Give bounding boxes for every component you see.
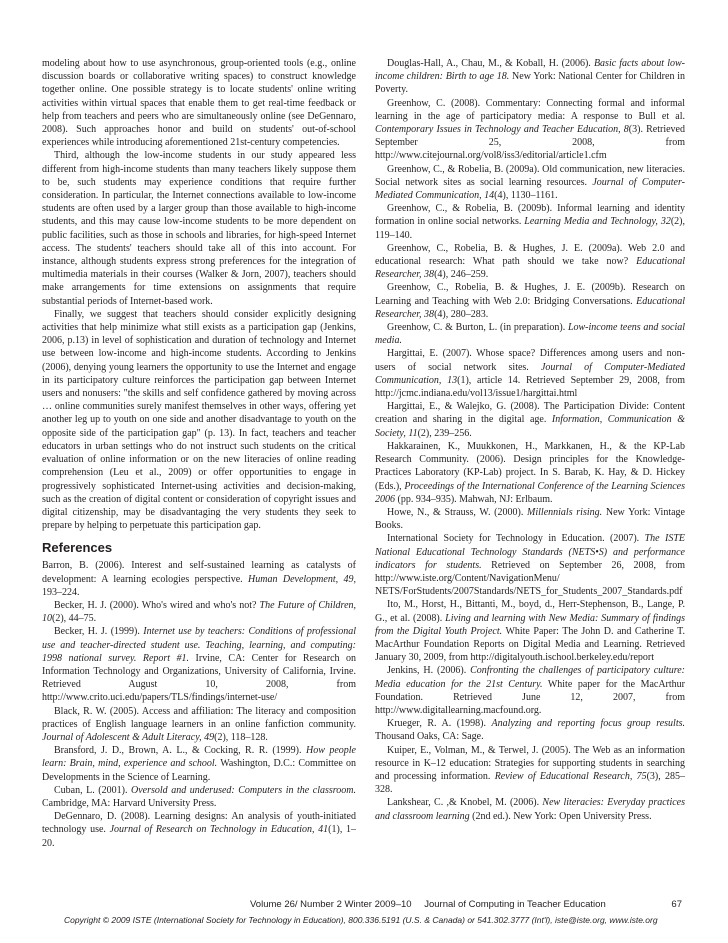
- reference-entry: Barron, B. (2006). Interest and self-sustained learning as catalysts of development: A learning ecologies perspective. Human Development, 49, 193–224.: [42, 560, 356, 598]
- reference-entry: Greenhow, C., & Robelia, B. (2009b). Informal learning and identity formation in online social networks. Learning Media and Technology, 32(2), 119–140.: [375, 203, 685, 241]
- reference-entry: Cuban, L. (2001). Oversold and underused: Computers in the classroom. Cambridge, MA: Harvard University Press.: [42, 784, 356, 809]
- reference-entry: Kuiper, E., Volman, M., & Terwel, J. (2005). The Web as an information resource in K–12 education: Strategies for supporting students in searching and processing information. Review of Educational Research, 75(3), 285–328.: [375, 744, 685, 796]
- body-paragraph: modeling about how to use asynchronous, group-oriented tools (e.g., online discussion boards or collaborative writing spaces) to construct knowledge together online. One possible strategy is to locate students' online writing activities within virtual spaces that enable them to get real-time feedback or help from teachers and peers who are simultaneously online (see DeGennaro, 2008). Such approaches honor and build on students' out-of-school experiences while introducing aforementioned 21st-century competencies.: [42, 58, 356, 149]
- reference-entry: Greenhow, C., & Robelia, B. (2009a). Old communication, new literacies. Social network sites as social learning resources. Journal of Computer-Mediated Communication, 14(4), 1130–1161.: [375, 163, 685, 202]
- references-list-left: [42, 559, 356, 849]
- reference-entry: International Society for Technology in Education. (2007). The ISTE National Educational Technology Standards (NETS•S) and performance indicators for students. Retrieved on September 26, 2008, from http://www.iste.org/Content/NavigationMenu/ NETS/ForStudents/2007Standards/NETS_for_Students_2007_Standards.pdf: [375, 533, 686, 598]
- reference-entry: Krueger, R. A. (1998). Analyzing and reporting focus group results. Thousand Oaks, CA: Sage.: [375, 718, 685, 743]
- reference-entry: Howe, N., & Strauss, W. (2000). Millennials rising. New York: Vintage Books.: [375, 506, 685, 532]
- reference-entry: Hargittai, E. (2007). Whose space? Differences among users and non-users of social network sites. Journal of Computer-Mediated Communication, 13(1), article 14. Retrieved September 29, 2008, from http://jcmc.indiana.edu/vol13/issue1/hargittai.html: [375, 348, 685, 400]
- journal-title: Journal of Computing in Teacher Education: [424, 899, 606, 910]
- body-paragraph: Finally, we suggest that teachers should consider explicitly designing activities that help minimize what still exists as a participation gap (Jenkins, 2006, p.13) in level of sophistication and duration of technology and Internet use between low-income and high-income students. According to Jenkins (2006), denying young learners the opportunity to use the Internet and engage in its participatory culture reinforces the participation gap between Internet users and nonusers: "the skills and self confidence gathered by moving across … online communities surely manifest themselves in other ways, offering yet another leg up to youth on one side and another disadvantage to youth on the opposite side of the participation gap" (p. 13). In fact, teachers and teacher educators in urban settings who do not instruct such students on the critical evaluation of online information or on the new literacies of online reading comprehension (Leu et al., 2009) or offer opportunities to engage in progressively sophisticated Internet-using activities and decision-making, such as the creation of digital content or consideration of copyright issues and digital citizenship, may be disadvantaging the very students they seek to prepare by helping to perpetuate this participation gap.: [42, 308, 356, 532]
- body-paragraph: Third, although the low-income students in our study appeared less different from high-income students than many teachers likely suppose them to be, such students may experience conditions that require further consideration. In particular, the Internet connections available to low-income students are often used by a larger group than those available to high-income students, and this may cause low-income students to be more dependent on public facilities, such as those in schools and libraries, for high-speed Internet access. The students' teachers should take all of this into account. For instance, although students express strong preferences for the integration of multimedia materials in their courses (Walker & Jorn, 2007), teachers should make arrangements for time extensions on assignments that require substantial periods of Internet-based work.: [42, 150, 356, 307]
- page-number: 67: [671, 899, 682, 910]
- reference-entry: Becker, H. J. (1999). Internet use by teachers: Conditions of professional use and teacher-directed student use. Teaching, learning, and computing: 1998 national survey. Report #1. Irvine, CA: Center for Research on Information Technology and Organizations, University of California, Irvine. Retrieved August 10, 2008, from http://www.crito.uci.edu/papers/TLS/findings/internet-use/: [42, 626, 356, 704]
- issue-info: Volume 26/ Number 2 Winter 2009–10: [250, 899, 412, 910]
- reference-entry: Douglas-Hall, A., Chau, M., & Koball, H. (2006). Basic facts about low-income children: Birth to age 18. New York: National Center for Children in Poverty.: [375, 58, 685, 96]
- reference-entry: Jenkins, H. (2006). Confronting the challenges of participatory culture: Media education for the 21st Century. White paper for the MacArthur Foundation. Retrieved June 12, 2007, from http://www.digitallearning.macfound.org.: [375, 665, 686, 716]
- reference-entry: Bransford, J. D., Brown, A. L., & Cocking, R. R. (1999). How people learn: Brain, mind, experience and school. Washington, D.C.: Committee on Developments in the Science of Learning.: [42, 745, 356, 783]
- reference-entry: Greenhow, C., Robelia, B. & Hughes, J. E. (2009b). Research on Learning and Teaching with Web 2.0: Bridging Conversations. Educational Researcher, 38(4), 280–283.: [375, 282, 685, 320]
- reference-entry: Hakkarainen, K., Muukkonen, H., Markkanen, H., & the KP-Lab Research Community. (2006). Design principles for the Knowledge-Practices Laboratory (KP-Lab) project. In S. Barab, K. Hay, & D. Hickey (Eds.), Proceedings of the International Conference of the Learning Sciences 2006 (pp. 934–935). Mahwah, NJ: Erlbaum.: [375, 440, 685, 505]
- references-heading: References: [42, 540, 113, 556]
- reference-entry: Becker, H. J. (2000). Who's wired and who's not? The Future of Children, 10(2), 44–75.: [42, 599, 357, 625]
- reference-entry: Ito, M., Horst, H., Bittanti, M., boyd, d., Herr-Stephenson, B., Lange, P. G., et al. (2008). Living and learning with New Media: Summary of findings from the Digital Youth Project. White Paper: The John D. and Catherine T. MacArthur Foundation Reports on Digital Media and Learning. Retrieved January 30, 2009, from http://digitalyouth.ischool.berkeley.edu/report: [375, 599, 685, 664]
- reference-entry: Greenhow, C. (2008). Commentary: Connecting formal and informal learning in the age of participatory media: A response to Bull et al. Contemporary Issues in Technology and Teacher Education, 8(3). Retrieved September 25, 2008, from http://www.citejournal.org/vol8/iss3/editorial/article1.cfm: [375, 97, 685, 162]
- page-footer: [250, 899, 690, 910]
- reference-entry: Lankshear, C. ,& Knobel, M. (2006). New literacies: Everyday practices and classroom learning (2nd ed.). New York: Open University Press.: [375, 797, 685, 822]
- right-column: [375, 57, 685, 823]
- reference-entry: Hargittai, E., & Walejko, G. (2008). The Participation Divide: Content creation and sharing in the digital age. Information, Communication & Society, 11(2), 239–256.: [375, 401, 685, 439]
- reference-entry: DeGennaro, D. (2008). Learning designs: An analysis of youth-initiated technology use. Journal of Research on Technology in Education, 41(1), 1–20.: [42, 811, 356, 849]
- copyright-notice: Copyright © 2009 ISTE (International Society for Technology in Education), 800.336.5191 (U.S. & Canada) or 541.302.3777 (Int'l), iste@iste.org, www.iste.org: [64, 915, 658, 925]
- reference-entry: Black, R. W. (2005). Access and affiliation: The literacy and composition practices of English language learners in an online fanfiction community. Journal of Adolescent & Adult Literacy, 49(2), 118–128.: [42, 705, 356, 743]
- reference-entry: Greenhow, C., Robelia, B. & Hughes, J. E. (2009a). Web 2.0 and educational research: What path should we take now? Educational Researcher, 38(4), 246–259.: [375, 242, 685, 281]
- left-column: [42, 57, 356, 850]
- reference-entry: Greenhow, C. & Burton, L. (in preparation). Low-income teens and social media.: [375, 322, 686, 347]
